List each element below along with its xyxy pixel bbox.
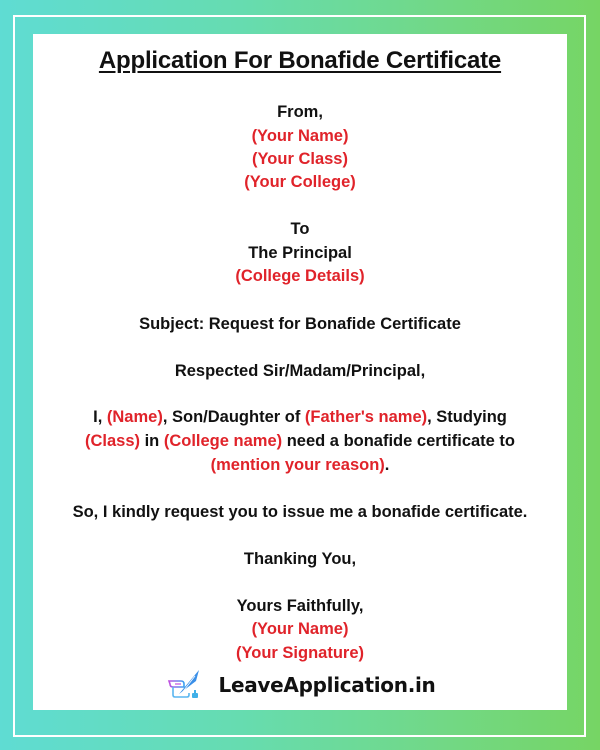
placeholder-college-name: (College name)	[163, 432, 283, 450]
body-line-1	[33, 407, 567, 427]
signature: (Your Signature)	[235, 644, 365, 662]
subject-line: Subject: Request for Bonafide Certificate	[139, 315, 461, 333]
from-name: (Your Name)	[251, 127, 349, 145]
body-text: in	[140, 432, 164, 450]
body-text: I,	[93, 408, 107, 426]
from-college: (Your College)	[244, 173, 356, 191]
to-details: (College Details)	[235, 267, 365, 285]
salutation: Respected Sir/Madam/Principal,	[174, 362, 426, 380]
brand-footer	[33, 667, 567, 703]
closing: Thanking You,	[243, 550, 357, 568]
to-label: To	[290, 220, 310, 238]
from-class: (Your Class)	[252, 150, 348, 168]
signer-name: (Your Name)	[251, 620, 349, 638]
sign-off: Yours Faithfully,	[236, 597, 364, 615]
placeholder-reason: (mention your reason)	[210, 456, 385, 474]
document-title: Application For Bonafide Certificate	[98, 47, 502, 74]
body-text: .	[384, 456, 390, 474]
to-recipient: The Principal	[248, 244, 352, 262]
request-line: So, I kindly request you to issue me a bonafide certificate.	[72, 503, 528, 521]
quill-paper-icon	[165, 667, 205, 703]
placeholder-class: (Class)	[84, 432, 140, 450]
body-line-3	[33, 455, 567, 475]
body-text: , Son/Daughter of	[162, 408, 305, 426]
placeholder-father-name: (Father's name)	[304, 408, 428, 426]
from-label: From,	[277, 103, 323, 121]
letter-panel	[33, 34, 567, 710]
placeholder-name: (Name)	[106, 408, 163, 426]
body-text: need a bonafide certificate to	[282, 432, 516, 450]
body-line-2	[33, 431, 567, 451]
body-text: , Studying	[427, 408, 507, 426]
brand-name: LeaveApplication.in	[218, 673, 436, 697]
